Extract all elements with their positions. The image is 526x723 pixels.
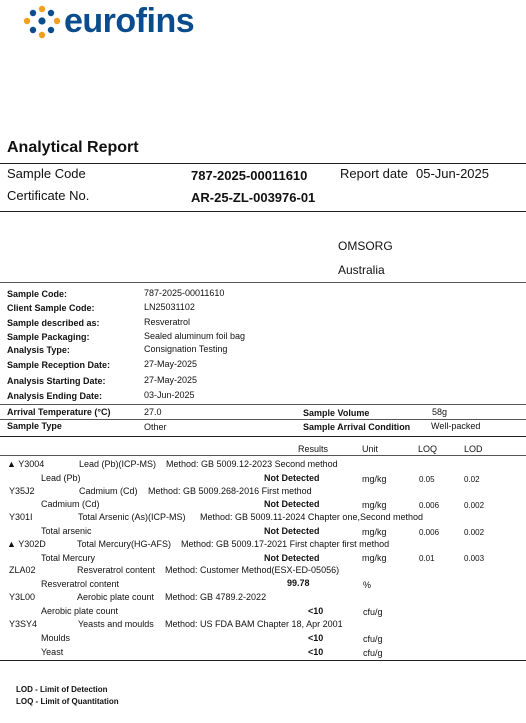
method-name: Total Arsenic (As)(ICP-MS) xyxy=(78,512,186,522)
method-name: Total Mercury(HG-AFS) xyxy=(77,539,172,549)
client-country: Australia xyxy=(338,263,385,277)
method-name: Lead (Pb)(ICP-MS) xyxy=(79,459,157,469)
divider xyxy=(0,282,526,283)
method-code: Y3SY4 xyxy=(9,619,38,629)
result-value: <10 xyxy=(308,606,324,616)
arrival-condition-label: Sample Arrival Condition xyxy=(303,422,411,432)
sample-code-value: 787-2025-00011610 xyxy=(191,168,308,183)
detail-value: 27-May-2025 xyxy=(144,375,198,385)
result-value: Not Detected xyxy=(264,526,320,536)
certificate-label: Certificate No. xyxy=(7,188,90,203)
result-unit: % xyxy=(363,580,372,590)
divider xyxy=(0,455,526,456)
divider xyxy=(0,211,526,212)
report-date-value: 05-Jun-2025 xyxy=(416,166,489,181)
divider xyxy=(0,660,526,661)
result-lod: 0.002 xyxy=(464,528,485,537)
result-unit: mg/kg xyxy=(362,474,387,484)
result-param: Total arsenic xyxy=(41,526,92,536)
result-loq: 0.006 xyxy=(419,528,440,537)
method-ref: Method: Customer Method(ESX-ED-05056) xyxy=(165,565,340,575)
method-name: Aerobic plate count xyxy=(77,592,155,602)
detail-value: 03-Jun-2025 xyxy=(144,390,195,400)
divider xyxy=(0,404,526,405)
detail-label: Analysis Type: xyxy=(7,345,70,355)
sample-type-value: Other xyxy=(144,422,167,432)
method-name: Cadmium (Cd) xyxy=(79,486,138,496)
method-code: Y35J2 xyxy=(9,486,35,496)
result-param: Lead (Pb) xyxy=(41,473,81,483)
detail-value: 27-May-2025 xyxy=(144,359,198,369)
col-results: Results xyxy=(298,444,329,454)
detail-label: Analysis Ending Date: xyxy=(7,391,103,401)
method-ref: Method: GB 4789.2-2022 xyxy=(165,592,267,602)
result-lod: 0.003 xyxy=(464,554,485,563)
method-name: Yeasts and moulds xyxy=(78,619,154,629)
divider xyxy=(0,163,526,164)
result-unit: mg/kg xyxy=(362,500,387,510)
arrival-condition-value: Well-packed xyxy=(431,421,481,431)
detail-label: Client Sample Code: xyxy=(7,303,95,313)
sample-volume-value: 58g xyxy=(432,407,448,417)
result-param: Total Mercury xyxy=(41,553,96,563)
result-unit: cfu/g xyxy=(363,607,383,617)
result-unit: cfu/g xyxy=(363,648,383,658)
result-unit: mg/kg xyxy=(362,553,387,563)
result-value: <10 xyxy=(308,633,324,643)
method-ref: Method: GB 5009.268-2016 First method xyxy=(148,486,312,496)
result-loq: 0.006 xyxy=(419,501,440,510)
detail-value: 787-2025-00011610 xyxy=(144,288,225,298)
method-code: Y301I xyxy=(9,512,33,522)
detail-label: Sample Code: xyxy=(7,289,68,299)
method-ref: Method: GB 5009.12-2023 Second method xyxy=(166,459,338,469)
footnote-lod: LOD - Limit of Detection xyxy=(16,685,108,694)
result-loq: 0.05 xyxy=(419,475,435,484)
method-ref: Method: US FDA BAM Chapter 18, Apr 2001 xyxy=(165,619,343,629)
method-code: ZLA02 xyxy=(9,565,36,575)
method-code: Y3L00 xyxy=(9,592,36,602)
result-param: Yeast xyxy=(41,647,64,657)
eurofins-logo xyxy=(22,2,212,42)
method-code: ▲ Y3004 xyxy=(7,459,45,469)
result-value: Not Detected xyxy=(264,553,320,563)
sample-code-label: Sample Code xyxy=(7,166,86,181)
result-param: Cadmium (Cd) xyxy=(41,499,100,509)
divider xyxy=(0,419,526,420)
result-value: 99.78 xyxy=(287,578,310,588)
arrival-temp-value: 27.0 xyxy=(144,407,162,417)
col-loq: LOQ xyxy=(418,444,438,454)
result-lod: 0.002 xyxy=(464,501,485,510)
detail-value: Sealed aluminum foil bag xyxy=(144,331,246,341)
detail-label: Sample Reception Date: xyxy=(7,360,111,370)
result-param: Aerobic plate count xyxy=(41,606,119,616)
certificate-value: AR-25-ZL-003976-01 xyxy=(191,190,316,205)
result-lod: 0.02 xyxy=(464,475,480,484)
result-value: Not Detected xyxy=(264,473,320,483)
result-unit: cfu/g xyxy=(363,634,383,644)
col-unit: Unit xyxy=(362,444,379,454)
detail-label: Sample Packaging: xyxy=(7,332,90,342)
detail-value: Consignation Testing xyxy=(144,344,228,354)
result-value: Not Detected xyxy=(264,499,320,509)
arrival-temp-label: Arrival Temperature (°C) xyxy=(7,407,111,417)
detail-value: Resveratrol xyxy=(144,317,191,327)
divider xyxy=(0,436,526,437)
method-ref: Method: GB 5009.11-2024 Chapter one,Second method xyxy=(200,512,423,522)
report-date-label: Report date xyxy=(340,166,408,181)
result-param: Moulds xyxy=(41,633,71,643)
method-code: ▲ Y302D xyxy=(7,539,46,549)
method-ref: Method: GB 5009.17-2021 First chapter first method xyxy=(181,539,390,549)
detail-label: Analysis Starting Date: xyxy=(7,376,106,386)
result-unit: mg/kg xyxy=(362,527,387,537)
col-lod: LOD xyxy=(464,444,483,454)
method-name: Resveratrol content xyxy=(77,565,156,575)
detail-value: LN25031102 xyxy=(144,302,195,312)
detail-label: Sample described as: xyxy=(7,318,100,328)
brand-name: eurofins xyxy=(64,2,195,40)
sample-type-label: Sample Type xyxy=(7,421,62,431)
client-name: OMSORG xyxy=(338,239,393,253)
eurofins-dots-icon xyxy=(22,5,62,41)
result-loq: 0.01 xyxy=(419,554,435,563)
footnote-loq: LOQ - Limit of Quantitation xyxy=(16,697,119,706)
sample-volume-label: Sample Volume xyxy=(303,408,370,418)
report-title: Analytical Report xyxy=(7,139,139,156)
result-value: <10 xyxy=(308,647,324,657)
result-param: Resveratrol content xyxy=(41,579,120,589)
